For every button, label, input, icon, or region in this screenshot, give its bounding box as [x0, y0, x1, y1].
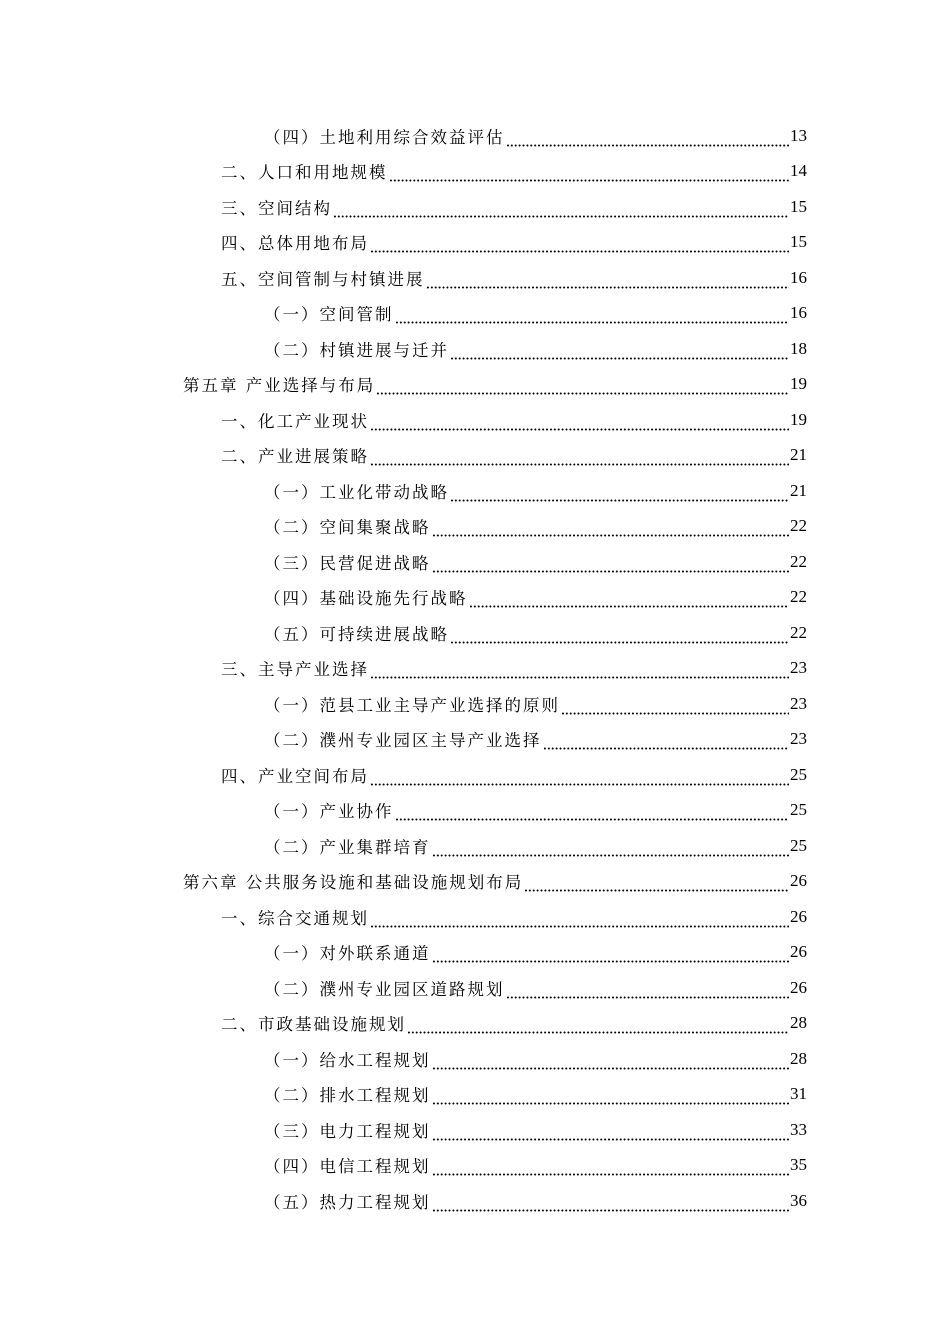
toc-dot-leader	[407, 1018, 789, 1034]
toc-dot-leader	[506, 131, 790, 147]
toc-entry[interactable]	[0, 970, 950, 1006]
toc-entry-title: 第五章 产业选择与布局	[183, 376, 376, 396]
toc-entry-title: 一、综合交通规划	[221, 908, 369, 928]
toc-entry-title: （四）电信工程规划	[264, 1157, 431, 1177]
toc-entry-page-number: 36	[790, 1190, 807, 1210]
toc-entry-title: （一）给水工程规划	[264, 1050, 431, 1070]
toc-dot-leader	[450, 628, 789, 644]
toc-entry-page-number: 13	[790, 125, 807, 145]
toc-dot-leader	[370, 663, 789, 679]
toc-entry-title: （一）工业化带动战略	[264, 482, 449, 502]
toc-dot-leader	[370, 770, 789, 786]
toc-entry[interactable]	[0, 331, 950, 367]
toc-dot-leader	[450, 486, 789, 502]
toc-entry-title: （二）濮州专业园区道路规划	[264, 979, 505, 999]
toc-dot-leader	[506, 983, 790, 999]
toc-entry[interactable]	[0, 473, 950, 509]
toc-dot-leader	[432, 521, 790, 537]
toc-entry-title: 一、化工产业现状	[221, 411, 369, 431]
toc-entry-title: 二、人口和用地规模	[221, 163, 388, 183]
toc-entry-page-number: 22	[790, 551, 807, 571]
toc-entry-page-number: 21	[790, 480, 807, 500]
toc-entry[interactable]	[0, 189, 950, 225]
toc-entry-title: 四、产业空间布局	[221, 766, 369, 786]
toc-entry-page-number: 31	[790, 1084, 807, 1104]
toc-entry[interactable]	[0, 580, 950, 616]
toc-entry[interactable]	[0, 296, 950, 332]
toc-entry-title: （四）基础设施先行战略	[264, 589, 468, 609]
toc-dot-leader	[524, 876, 789, 892]
toc-entry-page-number: 23	[790, 693, 807, 713]
toc-dot-leader	[432, 1160, 790, 1176]
toc-entry-page-number: 22	[790, 516, 807, 536]
toc-entry-title: （三）民营促进战略	[264, 553, 431, 573]
toc-entry-title: 三、主导产业选择	[221, 660, 369, 680]
toc-dot-leader	[370, 237, 789, 253]
toc-entry-title: （一）对外联系通道	[264, 944, 431, 964]
toc-dot-leader	[333, 202, 789, 218]
toc-dot-leader	[432, 1054, 790, 1070]
toc-entry-title: （二）产业集群培育	[264, 837, 431, 857]
toc-dot-leader	[370, 450, 789, 466]
toc-dot-leader	[432, 1196, 790, 1212]
toc-entry[interactable]	[0, 615, 950, 651]
toc-entry-title: （二）村镇进展与迁并	[264, 340, 449, 360]
toc-dot-leader	[389, 166, 790, 182]
toc-entry[interactable]	[0, 367, 950, 403]
toc-entry-title: 第六章 公共服务设施和基础设施规划布局	[183, 873, 524, 893]
toc-entry-title: （一）空间管制	[264, 305, 394, 325]
toc-entry-title: 四、总体用地布局	[221, 234, 369, 254]
toc-entry-page-number: 25	[790, 764, 807, 784]
toc-entry-page-number: 16	[790, 267, 807, 287]
toc-entry-title: 五、空间管制与村镇进展	[221, 269, 425, 289]
toc-dot-leader	[376, 379, 789, 395]
toc-entry-title: （四）土地利用综合效益评估	[264, 127, 505, 147]
toc-entry[interactable]	[0, 686, 950, 722]
toc-entry-page-number: 26	[790, 906, 807, 926]
toc-entry-title: （三）电力工程规划	[264, 1121, 431, 1141]
toc-entry[interactable]	[0, 1041, 950, 1077]
toc-entry[interactable]	[0, 402, 950, 438]
toc-entry-page-number: 22	[790, 622, 807, 642]
toc-entry-title: （二）濮州专业园区主导产业选择	[264, 731, 542, 751]
toc-entry-page-number: 25	[790, 835, 807, 855]
toc-dot-leader	[426, 273, 790, 289]
toc-entry-page-number: 25	[790, 800, 807, 820]
toc-dot-leader	[432, 947, 790, 963]
toc-entry-page-number: 23	[790, 658, 807, 678]
toc-entry[interactable]	[0, 935, 950, 971]
toc-dot-leader	[561, 699, 789, 715]
toc-entry[interactable]	[0, 1077, 950, 1113]
toc-dot-leader	[432, 841, 790, 857]
toc-entry[interactable]	[0, 154, 950, 190]
toc-entry-title: 二、产业进展策略	[221, 447, 369, 467]
toc-dot-leader	[432, 1089, 790, 1105]
toc-entry-title: 二、市政基础设施规划	[221, 1015, 406, 1035]
toc-entry-page-number: 26	[790, 942, 807, 962]
toc-entry[interactable]	[0, 1148, 950, 1184]
toc-entry-title: （一）产业协作	[264, 802, 394, 822]
toc-entry-title: （五）可持续进展战略	[264, 624, 449, 644]
toc-entry-page-number: 18	[790, 338, 807, 358]
toc-entry-title: （五）热力工程规划	[264, 1192, 431, 1212]
toc-entry-page-number: 14	[790, 161, 807, 181]
toc-dot-leader	[432, 557, 790, 573]
toc-entry-page-number: 16	[790, 303, 807, 323]
toc-entry-title: （二）排水工程规划	[264, 1086, 431, 1106]
toc-dot-leader	[370, 912, 789, 928]
toc-entry-page-number: 26	[790, 871, 807, 891]
toc-entry-page-number: 28	[790, 1013, 807, 1033]
toc-entry[interactable]	[0, 899, 950, 935]
toc-entry-title: （一）范县工业主导产业选择的原则	[264, 695, 560, 715]
toc-entry[interactable]	[0, 260, 950, 296]
toc-dot-leader	[370, 415, 789, 431]
toc-entry[interactable]	[0, 651, 950, 687]
toc-dot-leader	[432, 1125, 790, 1141]
toc-entry[interactable]	[0, 225, 950, 261]
toc-entry[interactable]	[0, 1006, 950, 1042]
toc-entry-page-number: 19	[790, 374, 807, 394]
toc-dot-leader	[395, 805, 790, 821]
toc-entry[interactable]	[0, 1183, 950, 1219]
toc-dot-leader	[543, 734, 790, 750]
toc-entry-page-number: 26	[790, 977, 807, 997]
toc-entry[interactable]	[0, 118, 950, 154]
toc-entry[interactable]	[0, 722, 950, 758]
toc-entry-page-number: 35	[790, 1155, 807, 1175]
toc-entry[interactable]	[0, 544, 950, 580]
toc-entry-title: （二）空间集聚战略	[264, 518, 431, 538]
toc-entry[interactable]	[0, 1112, 950, 1148]
toc-entry[interactable]	[0, 509, 950, 545]
toc-entry-page-number: 21	[790, 445, 807, 465]
toc-entry[interactable]	[0, 793, 950, 829]
toc-dot-leader	[395, 308, 790, 324]
toc-entry-page-number: 23	[790, 729, 807, 749]
toc-entry-page-number: 19	[790, 409, 807, 429]
toc-entry-page-number: 15	[790, 232, 807, 252]
toc-entry-page-number: 15	[790, 196, 807, 216]
toc-entry[interactable]	[0, 828, 950, 864]
toc-entry[interactable]	[0, 864, 950, 900]
toc-entry-page-number: 22	[790, 587, 807, 607]
toc-entry[interactable]	[0, 757, 950, 793]
toc-entry-page-number: 33	[790, 1119, 807, 1139]
table-of-contents	[0, 118, 950, 1219]
toc-entry[interactable]	[0, 438, 950, 474]
toc-dot-leader	[469, 592, 790, 608]
toc-dot-leader	[450, 344, 789, 360]
toc-entry-title: 三、空间结构	[221, 198, 332, 218]
toc-entry-page-number: 28	[790, 1048, 807, 1068]
